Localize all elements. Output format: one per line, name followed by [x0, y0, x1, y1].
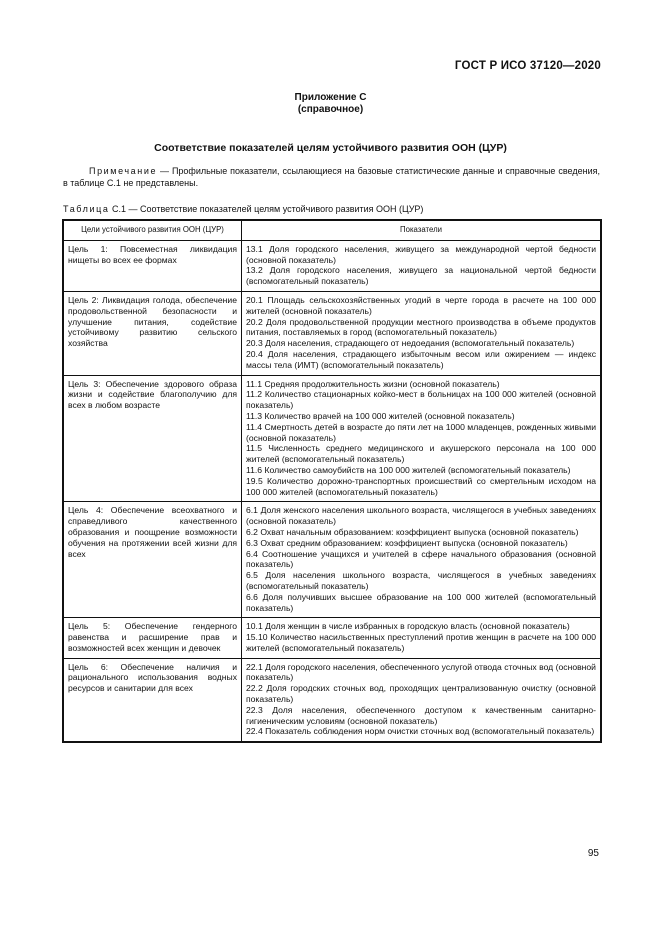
indicators-cell — [242, 291, 601, 375]
indicator-item: 6.3 Охват средним образованием: коэффициент выпуска (основной показатель) — [246, 537, 568, 548]
table-row — [64, 618, 601, 658]
table-caption-text: С.1 — Соответствие показателей целям устойчивого развития ООН (ЦУР) — [109, 204, 424, 214]
indicator-item: 11.3 Количество врачей на 100 000 жителей (основной показатель) — [246, 410, 515, 421]
appendix-title: Приложение С — [294, 92, 367, 103]
goal-cell: Цель 3: Обеспечение здорового образа жизни и содействие благополучию для всех в любом возрасте — [64, 375, 242, 502]
indicator-item: 22.4 Показатель соблюдения норм очистки сточных вод (вспомогательный показатель) — [246, 726, 595, 737]
indicator-item: 20.2 Доля продовольственной продукции местного производства в объеме продуктов питания, поставляемых в город (вспомогательный показатель) — [246, 316, 596, 338]
table-row — [64, 240, 601, 291]
indicator-item: 20.1 Площадь сельскохозяйственных угодий в черте города в расчете на 100 000 жителей (основной показатель) — [246, 294, 596, 316]
table-row — [64, 375, 601, 502]
indicator-item: 13.1 Доля городского населения, живущего за международной чертой бедности (основной показатель) — [246, 243, 596, 265]
indicator-item: 6.2 Охват начальным образованием: коэффициент выпуска (основной показатель) — [246, 526, 579, 537]
indicator-item: 11.5 Численность среднего медицинского и акушерского персонала на 100 000 жителей (вспомогательный показатель) — [246, 443, 596, 465]
indicator-item: 20.4 Доля населения, страдающего избыточным весом или ожирением — индекс массы тела (ИМТ) (вспомогательный показатель) — [246, 348, 596, 370]
indicator-item: 6.1 Доля женского населения школьного возраста, числящегося в учебных заведениях (основной показатель) — [246, 505, 596, 527]
indicator-item: 22.1 Доля городского населения, обеспеченного услугой отвода сточных вод (основной показатель) — [246, 661, 596, 683]
indicators-cell — [242, 658, 601, 742]
page-number: 95 — [587, 848, 599, 859]
indicator-item: 11.1 Средняя продолжительность жизни (основной показатель) — [246, 378, 500, 389]
indicator-item: 6.6 Доля получивших высшее образование на 100 000 жителей (вспомогательный показатель) — [246, 591, 596, 613]
indicator-item: 22.2 Доля городских сточных вод, проходящих централизованную очистку (основной показатель) — [246, 683, 596, 705]
note-paragraph — [63, 165, 600, 189]
indicator-item: 11.4 Смертность детей в возрасте до пяти лет на 1000 младенцев, рожденных живыми (основной показатель) — [246, 421, 596, 443]
table-body — [64, 240, 601, 741]
indicator-item: 11.6 Количество самоубийств на 100 000 жителей (вспомогательный показатель) — [246, 464, 571, 475]
goal-cell: Цель 2: Ликвидация голода, обеспечение продовольственной безопасности и улучшение питания, содействие устойчивому развитию сельского хозяйства — [64, 291, 242, 375]
indicator-item: 10.1 Доля женщин в числе избранных в городскую власть (основной показатель) — [246, 621, 570, 632]
indicator-item: 11.2 Количество стационарных койко-мест в больницах на 100 000 жителей (основной показатель) — [246, 389, 596, 411]
indicators-cell — [242, 618, 601, 658]
goal-cell: Цель 1: Повсеместная ликвидация нищеты во всех ее формах — [64, 240, 242, 291]
indicator-item: 22.3 Доля населения, обеспеченного доступом к качественным санитарно-гигиеническим условиям (основной показатель) — [246, 704, 596, 726]
indicator-item: 6.5 Доля населения школьного возраста, числящегося в учебных заведениях (вспомогательный показатель) — [246, 570, 596, 591]
indicator-item: 20.3 Доля населения, страдающего от недоедания (вспомогательный показатель) — [246, 338, 575, 349]
goal-cell: Цель 5: Обеспечение гендерного равенства и расширение прав и возможностей всех женщин и девочек — [64, 618, 242, 658]
column-header-indicators: Показатели — [242, 221, 601, 241]
column-header-goals: Цели устойчивого развития ООН (ЦУР) — [64, 221, 242, 241]
table-row — [64, 658, 601, 742]
indicator-item: 19.5 Количество дорожно-транспортных происшествий со смертельным исходом на 100 000 жителей (вспомогательный показатель) — [246, 475, 596, 497]
table-caption-label: Таблица — [63, 204, 110, 214]
table-header-row — [64, 221, 601, 241]
indicator-item: 15.10 Количество насильственных преступлений против женщин в расчете на 100 000 жителей (вспомогательный показатель) — [246, 632, 596, 653]
document-code: ГОСТ Р ИСО 37120—2020 — [454, 60, 601, 72]
note-label: Примечание — [89, 166, 158, 176]
goal-cell: Цель 4: Обеспечение всеохватного и справедливого качественного образования и поощрение возможности обучения на протяжении всей жизни для всех — [64, 502, 242, 618]
indicators-cell — [242, 502, 601, 618]
indicator-item: 13.2 Доля городского населения, живущего за национальной чертой бедности (вспомогательный показатель) — [246, 265, 596, 287]
note-text: — Профильные показатели, ссылающиеся на базовые статистические данные и справочные сведения, в таблице С.1 не представлены. — [63, 166, 600, 188]
goal-cell: Цель 6: Обеспечение наличия и рационального использования водных ресурсов и санитарии для всех — [64, 658, 242, 742]
table-row — [64, 502, 601, 618]
indicators-cell — [242, 240, 601, 291]
section-title: Соответствие показателей целям устойчивого развития ООН (ЦУР) — [154, 142, 507, 154]
indicators-cell — [242, 375, 601, 502]
sdg-indicators-table — [63, 220, 601, 742]
appendix-subtitle: (справочное) — [297, 104, 364, 115]
table-row — [64, 291, 601, 375]
appendix-heading — [0, 92, 661, 116]
table-caption — [63, 204, 423, 214]
indicator-item: 6.4 Соотношение учащихся и учителей в сфере начального образования (основной показатель) — [246, 548, 596, 570]
